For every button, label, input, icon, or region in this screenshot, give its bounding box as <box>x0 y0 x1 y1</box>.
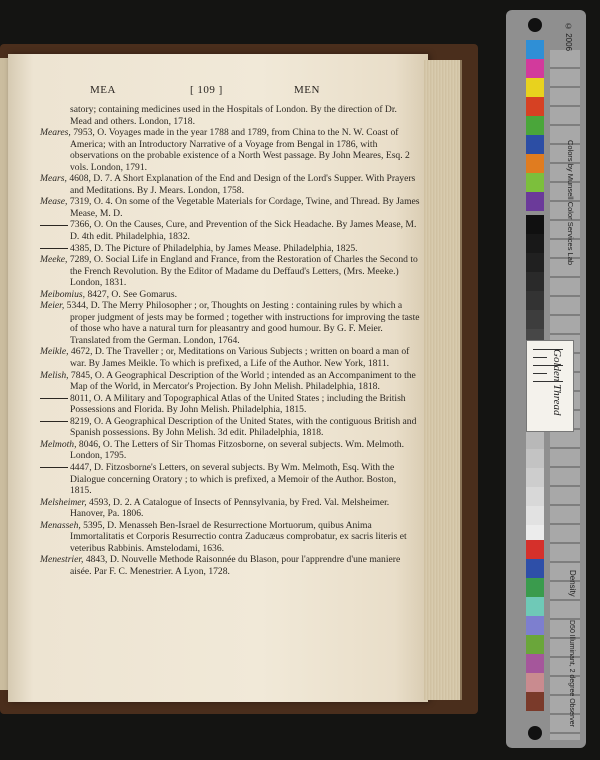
catalogue-entry <box>40 462 420 497</box>
entry-author: Mears, <box>40 173 67 185</box>
entry-text: 8427, O. See Gomarus. <box>85 288 177 300</box>
page-edges <box>424 60 462 700</box>
checker-top-mark: © 2006 <box>564 22 573 52</box>
gray-swatch <box>526 253 544 272</box>
running-head-right: MEN <box>294 84 320 96</box>
entry-text: 7845, O. A Geographical Description of the World ; intended as an Accompaniment to the Map of the World, in Mercator's Projection. By John Melish. Philadelphia, 1818. <box>68 369 416 393</box>
entry-text: 7366, O. On the Causes, Cure, and Prevention of the Sick Headache. By James Mease, M. D. 4th edit. Philadelphia, 1832. <box>70 219 417 243</box>
color-swatch <box>526 173 544 192</box>
light-gray-swatch <box>526 506 544 525</box>
entry-author: Mease, <box>40 196 68 208</box>
ditto-dash <box>40 225 68 226</box>
color-swatch <box>526 559 544 578</box>
color-swatch <box>526 154 544 173</box>
entry-text: 5344, D. The Merry Philosopher ; or, Thoughts on Jesting : containing rules by which a proper judgment of jests may be formed ; together with instructions for improving the taste of those who have a natural turn for pleasantry and good humour. By G. F. Meier. Translated from the German. London, 1764. <box>64 300 420 346</box>
catalogue-entry <box>40 416 420 439</box>
ditto-dash <box>40 248 68 249</box>
checker-density-label: Density <box>568 570 577 597</box>
color-swatch <box>526 192 544 211</box>
catalogue-entry <box>40 243 420 255</box>
color-swatch <box>526 116 544 135</box>
catalogue-entry <box>40 127 420 173</box>
golden-thread-label: Golden Thread <box>551 349 563 416</box>
color-swatch <box>526 654 544 673</box>
entry-text: 4447, D. Fitzosborne's Letters, on several subjects. By Wm. Melmoth, Esq. With the Dialogue concerning Oratory ; to which is prefixed, a Memoir of the Author. Boston, 1815. <box>70 461 397 497</box>
catalogue-entries <box>40 104 420 577</box>
light-gray-swatch <box>526 430 544 449</box>
catalogue-entry <box>40 219 420 242</box>
page-number: [ 109 ] <box>190 84 223 96</box>
entry-text: 5395, D. Menasseh Ben-Israel de Resurrectione Mortuorum, quibus Anima Immortalitatis et Corporis Resurrectio contra Zaducæus comprobatur, ex sacris literis et veteribus Rabbinis. Amstelodami, 1636. <box>70 519 407 554</box>
color-swatch <box>526 135 544 154</box>
color-swatch <box>526 78 544 97</box>
catalogue-entry <box>40 173 420 196</box>
color-swatch <box>526 597 544 616</box>
entry-text: 4608, D. 7. A Short Explanation of the End and Design of the Lord's Supper. With Prayers and Meditations. By J. Mears. London, 1758. <box>66 173 416 196</box>
color-swatch <box>526 578 544 597</box>
entry-text: 7289, O. Social Life in England and France, from the Restoration of Charles the Second to the French Revolution. By the Editor of Madame du Deffaud's Letters, (Mrs. Meeke.) London, 1831. <box>67 254 418 289</box>
gray-swatch <box>526 234 544 253</box>
color-swatch <box>526 40 544 59</box>
entry-text: 4672, D. The Traveller ; or, Meditations on Various Subjects ; written on board a man of war. By James Meikle. To which is prefixed, a Life of the Author. New York, 1811. <box>68 346 410 370</box>
entry-author: Menestrier, <box>40 554 84 566</box>
ditto-dash <box>40 398 68 399</box>
catalogue-entry <box>40 104 420 127</box>
catalogue-entry <box>40 300 420 346</box>
entry-text: 7953, O. Voyages made in the year 1788 and 1789, from China to the N. W. Coast of America; with an Introductory Narrative of a Voyage from Bengal in 1786, with observations on the probable existence of a North West passage. By John Meares, Esq. 2 vols. London, 1791. <box>70 127 410 173</box>
color-swatch <box>526 616 544 635</box>
entry-author: Melsheimer, <box>40 496 87 508</box>
color-swatch <box>526 635 544 654</box>
catalogue-entry <box>40 520 420 555</box>
color-swatch <box>526 97 544 116</box>
entry-text: 8011, O. A Military and Topographical Atlas of the United States ; including the British Possessions and Florida. By John Melish. Philadelphia, 1815. <box>70 392 406 416</box>
entry-text: satory; containing medicines used in the Hospitals of London. By the direction of Dr. Mead and others. London, 1718. <box>70 104 397 127</box>
catalogue-entry <box>40 254 420 289</box>
catalogue-entry <box>40 196 420 219</box>
light-gray-swatch <box>526 468 544 487</box>
gray-swatch <box>526 215 544 234</box>
catalogue-entry <box>40 370 420 393</box>
entry-text: 4843, D. Nouvelle Methode Raisonnée du Blason, pour l'apprendre d'une maniere aisée. Par F. C. Menestrier. A Lyon, 1728. <box>70 554 401 577</box>
color-swatch <box>526 692 544 711</box>
golden-thread-card <box>526 340 574 432</box>
gray-swatch <box>526 291 544 310</box>
entry-author: Melmoth, <box>40 438 77 450</box>
entry-author: Melish, <box>40 369 69 381</box>
entry-text: 8219, O. A Geographical Description of the United States, with the contiguous British and Spanish possessions. By John Melish. 3d edit. Philadelphia, 1818. <box>70 415 417 439</box>
light-gray-swatch <box>526 449 544 468</box>
entry-text: 4593, D. 2. A Catalogue of Insects of Pennsylvania, by Fred. Val. Melsheimer. Hanover, Pa. 1806. <box>70 496 390 520</box>
light-gray-swatch <box>526 487 544 506</box>
punch-hole-bottom <box>528 726 542 740</box>
entry-author: Meeke, <box>40 254 68 266</box>
catalogue-entry <box>40 346 420 369</box>
catalogue-entry <box>40 497 420 520</box>
entry-author: Meier, <box>40 300 65 312</box>
checker-bottom-text: D50 Illuminant, 2 degree Observer <box>568 620 575 727</box>
ditto-dash <box>40 467 68 468</box>
running-head-left: MEA <box>90 84 116 96</box>
entry-author: Meikle, <box>40 346 69 358</box>
gray-swatch <box>526 310 544 329</box>
ditto-dash <box>40 421 68 422</box>
entry-text: 4385, D. The Picture of Philadelphia, by James Mease. Philadelphia, 1825. <box>70 242 358 254</box>
entry-author: Menasseh, <box>40 519 81 531</box>
color-swatch <box>526 59 544 78</box>
catalogue-entry <box>40 393 420 416</box>
gray-swatch <box>526 272 544 291</box>
entry-author: Meibomius, <box>40 288 86 300</box>
color-swatch <box>526 540 544 559</box>
catalogue-entry <box>40 289 420 301</box>
punch-hole-top <box>528 18 542 32</box>
catalogue-entry <box>40 554 420 577</box>
entry-author: Meares, <box>40 127 71 139</box>
catalogue-entry <box>40 439 420 462</box>
color-swatch <box>526 673 544 692</box>
page-header <box>82 84 322 100</box>
entry-text: 7319, O. 4. On some of the Vegetable Materials for Cordage, Twine, and Thread. By James Mease, M. D. <box>67 196 420 219</box>
entry-text: 8046, O. The Letters of Sir Thomas Fitzosborne, on several subjects. Wm. Melmoth. London, 1795. <box>70 438 404 462</box>
checker-brand-text: Colors by Munsell Color Services Lab <box>566 140 575 266</box>
